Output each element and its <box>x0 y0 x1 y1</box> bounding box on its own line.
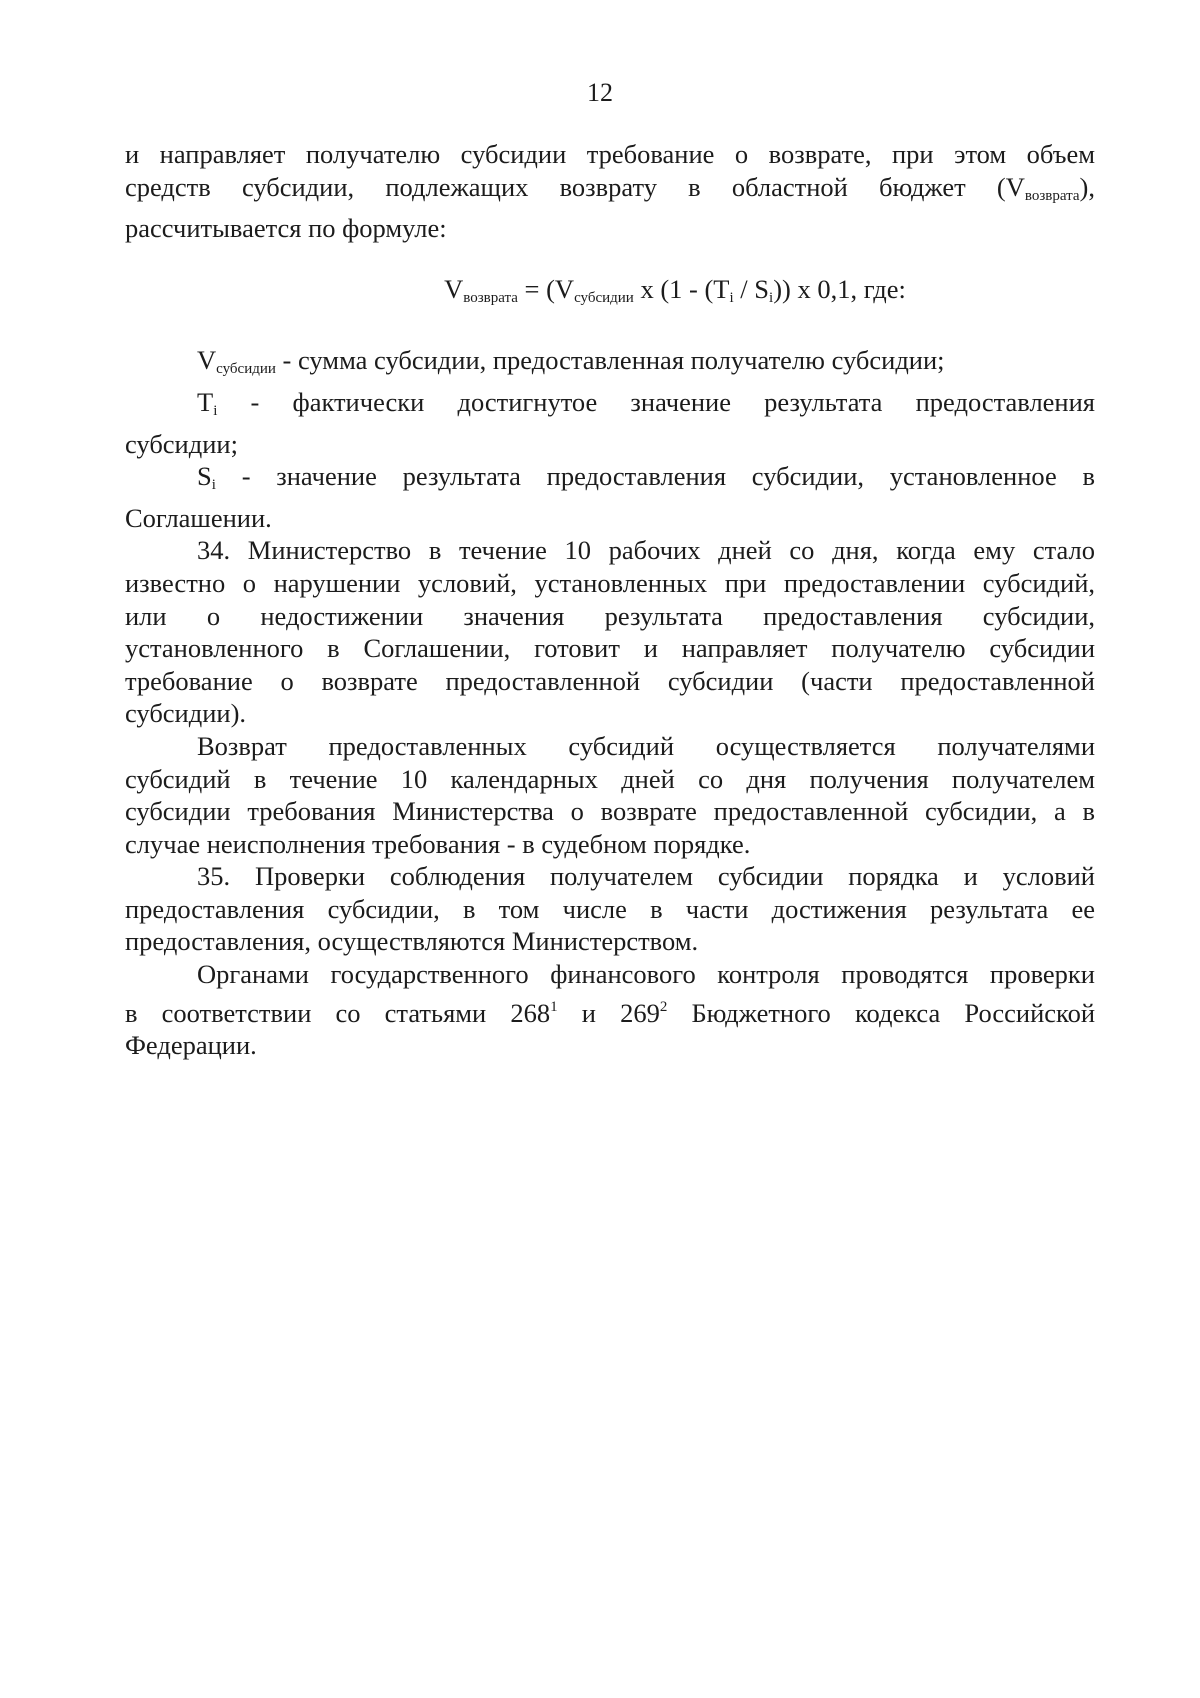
paragraph-line: случае неисполнения требования - в судебном порядке. <box>125 828 751 859</box>
paragraph-control <box>125 958 1095 1062</box>
formula-subscript: субсидии <box>574 289 634 306</box>
paragraph-35 <box>125 860 1095 958</box>
document-body <box>125 138 1095 1062</box>
definition-line <box>125 386 1095 428</box>
formula-text: )) x 0,1, где: <box>773 273 906 304</box>
paragraph-line: субсидий в течение 10 календарных дней со дня получения получателем <box>125 763 1095 794</box>
paragraph-line: требование о возврате предоставленной субсидии (части предоставленной <box>125 665 1095 696</box>
page-number: 12 <box>587 78 613 107</box>
paragraph-line: известно о нарушении условий, установленных при предоставлении субсидий, <box>125 567 1095 598</box>
definition-line: субсидии; <box>125 428 238 459</box>
article-superscript: 1 <box>550 998 558 1015</box>
intro-paragraph <box>125 138 1095 245</box>
definition-si <box>125 460 1095 534</box>
formula-subscript: возврата <box>463 289 518 306</box>
intro-line: и направляет получателю субсидии требование о возврате, при этом объем <box>125 139 1095 169</box>
paragraph-line <box>125 991 1095 1030</box>
paragraph-return <box>125 730 1095 860</box>
paragraph-line: установленного в Соглашении, готовит и направляет получателю субсидии <box>125 633 1095 664</box>
definition-text: - значение результата предоставления субсидии, установленное в <box>215 461 1095 492</box>
formula-text: / S <box>733 273 770 304</box>
definition-line <box>125 460 1095 502</box>
paragraph-text: и 269 <box>557 997 660 1028</box>
paragraph-line: предоставления, осуществляются Министерством. <box>125 926 699 957</box>
paragraph-line: предоставления субсидии, в том числе в части достижения результата ее <box>125 893 1095 924</box>
formula-text: = (V <box>517 273 575 304</box>
definition-symbol: S <box>197 461 212 492</box>
paragraph-line: субсидии требования Министерства о возврате предоставленной субсидии, а в <box>125 796 1095 827</box>
article-superscript: 2 <box>659 998 668 1015</box>
definition-ti <box>125 386 1095 460</box>
paragraph-line: Федерации. <box>125 1030 257 1061</box>
intro-line <box>125 171 1095 213</box>
paragraph-line: 34. Министерство в течение 10 рабочих дней со дня, когда ему стало <box>197 535 1095 566</box>
paragraph-text: в соответствии со статьями 268 <box>125 997 551 1028</box>
intro-line: рассчитывается по формуле: <box>125 213 447 244</box>
definition-text: - фактически достигнутое значение результата предоставления <box>217 386 1095 417</box>
definition-text: - сумма субсидии, предоставленная получателю субсидии; <box>275 345 945 376</box>
v-return-subscript: возврата <box>1024 187 1080 204</box>
formula-text: x (1 - (T <box>633 273 730 304</box>
paragraph-line: Органами государственного финансового контроля проводятся проверки <box>197 959 1095 990</box>
definition-subscript: i <box>213 402 218 419</box>
definition-symbol: V <box>197 345 217 376</box>
formula-subscript: i <box>769 289 774 306</box>
formula-symbol: V <box>444 273 464 304</box>
paragraph-line: или о недостижении значения результата предоставления субсидии, <box>125 600 1095 631</box>
paragraph-line: субсидии). <box>125 698 247 729</box>
intro-text: ), <box>1079 171 1095 202</box>
definition-line: Соглашении. <box>125 502 272 533</box>
paragraph-text: Бюджетного кодекса Российской <box>667 997 1096 1028</box>
formula-subscript: i <box>729 289 734 306</box>
definition-subscript: субсидии <box>216 361 276 378</box>
paragraph-line: Возврат предоставленных субсидий осуществляется получателями <box>197 730 1095 761</box>
intro-text: средств субсидии, подлежащих возврату в областной бюджет (V <box>125 171 1025 202</box>
return-formula <box>255 273 1095 315</box>
paragraph-34 <box>125 534 1095 730</box>
definition-v-subsidy <box>125 344 1095 386</box>
definition-subscript: i <box>211 477 216 494</box>
paragraph-line: 35. Проверки соблюдения получателем субсидии порядка и условий <box>197 861 1095 892</box>
definition-symbol: T <box>197 386 214 417</box>
